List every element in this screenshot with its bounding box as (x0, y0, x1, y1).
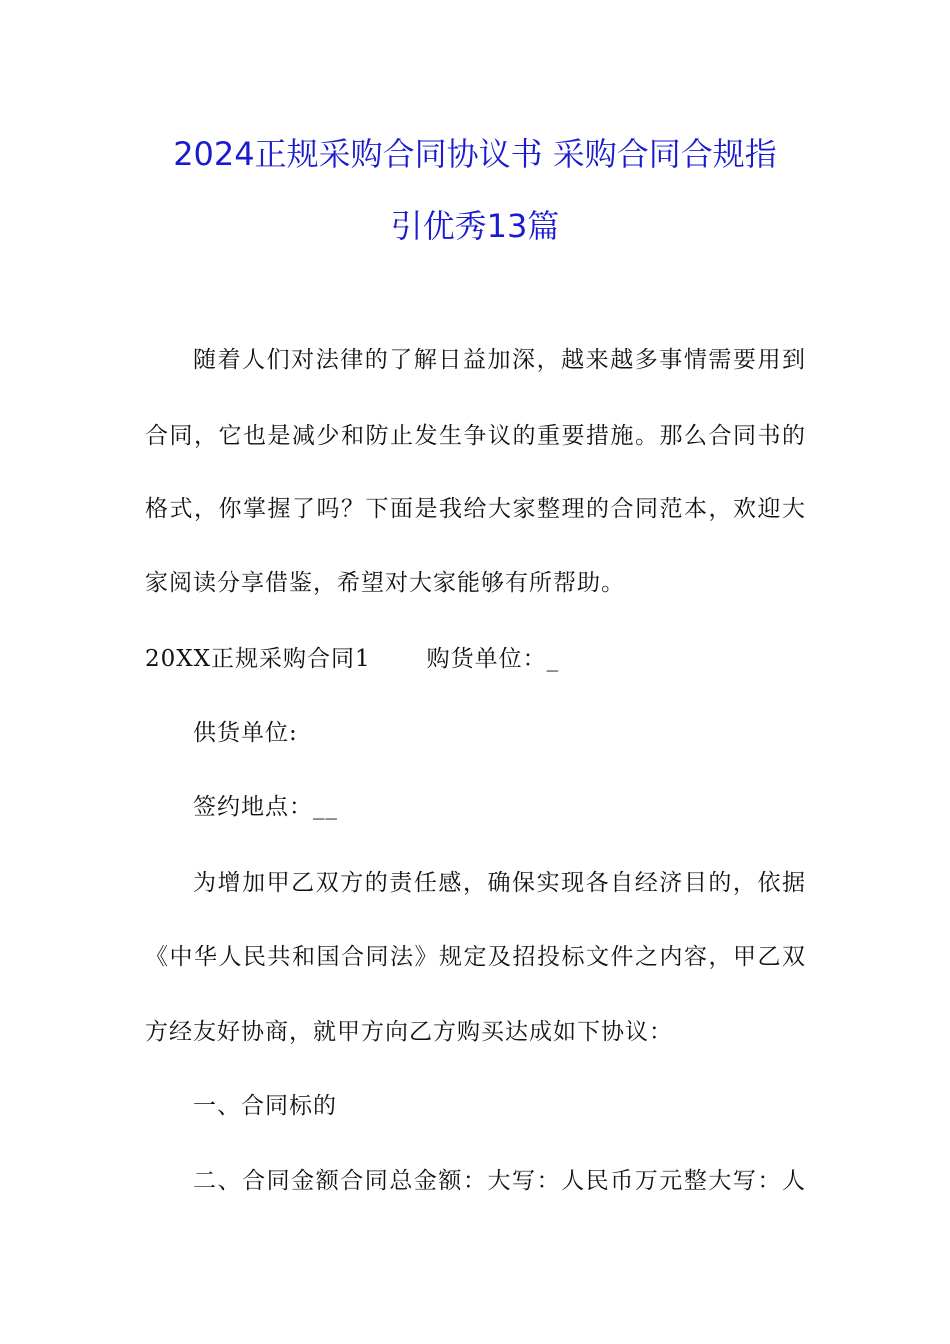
intro-line-3: 格式，你掌握了吗？下面是我给大家整理的合同范本，欢迎大 (145, 496, 805, 522)
document-title-line-2: 引优秀13篇 (390, 207, 560, 245)
purpose-line-3: 方经友好协商，就甲方向乙方购买达成如下协议： (145, 1019, 673, 1045)
buyer-label: 购货单位：_ (426, 646, 560, 672)
intro-line-4: 家阅读分享借鉴，希望对大家能够有所帮助。 (145, 570, 625, 596)
intro-line-1: 随着人们对法律的了解日益加深，越来越多事情需要用到 (193, 347, 805, 373)
purpose-line-2: 《中华人民共和国合同法》规定及招投标文件之内容，甲乙双 (145, 944, 805, 970)
supplier-label: 供货单位: (193, 720, 298, 746)
contract-heading-line (145, 644, 805, 674)
signing-place: 签约地点：__ (193, 794, 338, 820)
section-2-text: 二、合同金额合同总金额：大写：人民币万元整大写：人 (193, 1168, 805, 1194)
document-title-line-1: 2024正规采购合同协议书 采购合同合规指 (173, 135, 777, 173)
purpose-line-1: 为增加甲乙双方的责任感，确保实现各自经济目的，依据 (193, 870, 805, 896)
intro-line-2: 合同，它也是减少和防止发生争议的重要措施。那么合同书的 (145, 423, 805, 449)
section-1-heading: 一、合同标的 (193, 1093, 337, 1119)
contract-heading: 20XX正规采购合同1 (145, 646, 371, 672)
